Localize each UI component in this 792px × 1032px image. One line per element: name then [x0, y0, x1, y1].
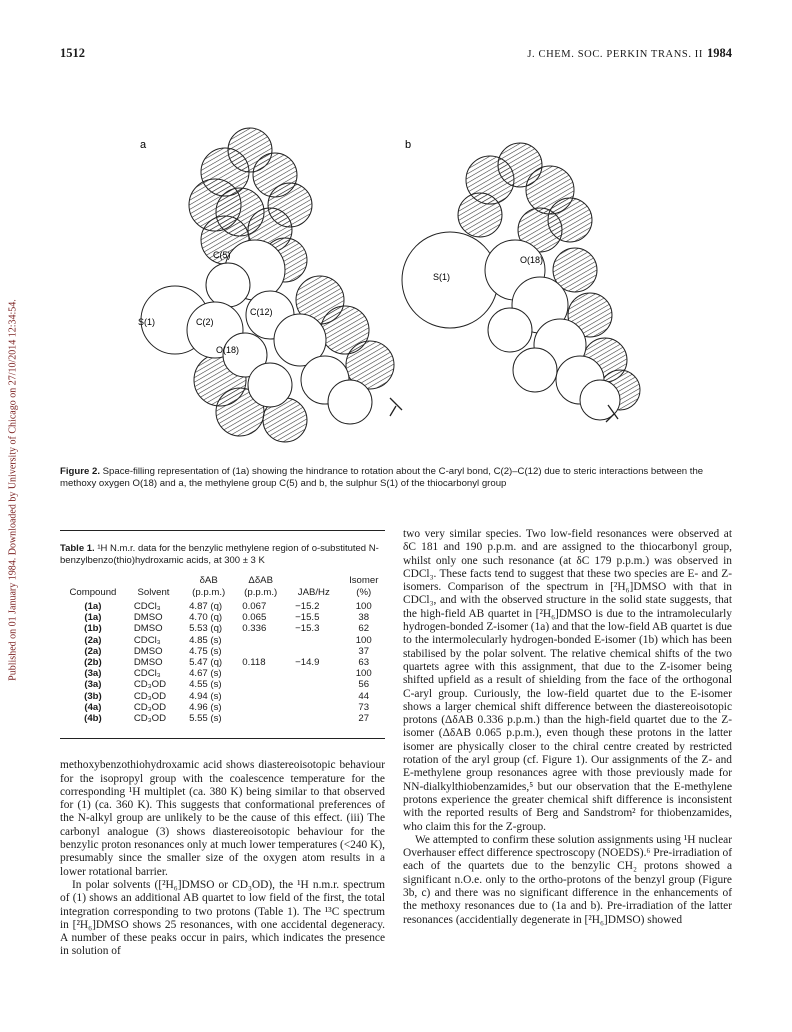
table-row [60, 668, 385, 679]
atom-label-c2-a: C(2) [196, 317, 214, 327]
table-row [60, 713, 385, 724]
table-cell [285, 646, 342, 657]
journal-name: J. CHEM. SOC. PERKIN TRANS. II [527, 49, 703, 60]
table-row [60, 702, 385, 713]
table-header: (p.p.m.) [244, 586, 278, 598]
table-cell [236, 679, 285, 690]
right-paragraph-1: two very similar species. Two low-field resonances were observed at δC 181 and 190 p.p.m. and are assigned to the thiocarbonyl group, whilst only one such resonance (at δC 179 p.p.m.) was observed in CDCl₃. These facts tend to suggest that these two species are E- and Z-isomers. Comparison of the spectrum in [²H₆]DMSO with that in CDCl₃, and with the observed structure in the solid state suggests, that the high-field AB quartet in [²H₆]DMSO is due to the intramolecularly hydrogen-bonded Z-isomer (1a) and that the low-field AB quartet is due to the intermolecularly hydrogen-bonded E-isomer (1b) which has been stabilised by the polar solvent. The relative chemical shifts of the two quartets agree with this assignment, that due to the Z-isomer being shifted upfield as a result of shielding from the face of the orthogonal C-aryl group. Curiously, the low-field quartet due to the E-isomer shows a larger chemical shift difference between the diastereoisotopic protons (ΔδAB 0.336 p.p.m.) than the high-field quartet due to the Z-isomer (ΔδAB 0.065 p.p.m.), even though these protons in the latter isomer are physically closer to the chiral centre created by restricted rotation of the aryl group (cf. Figure 1). Our assignments of the Z- and E-methylene group resonances agree with those previously made for NN-dialkylthiobenzamides,⁵ but our observation that the E-methylene protons experience the greater chemical shift difference is inconsistent with the reported results of Berg and Sandstrom² for thiobenzamides, who claim this for the Z-group. [403, 528, 732, 833]
table-row [60, 679, 385, 690]
table-cell: CD₃OD [133, 679, 166, 691]
table-row [60, 646, 385, 657]
table-cell: −15.3 [295, 623, 320, 635]
table-header: Solvent [137, 586, 170, 598]
table-cell: 4.87 (q) [189, 601, 223, 612]
table-header: Compound [69, 586, 117, 598]
panel-a-label: a [140, 139, 147, 151]
table-row [60, 601, 385, 612]
table-cell: 100 [355, 634, 372, 646]
table-cell: (2b) [84, 657, 102, 669]
table-row [60, 612, 385, 623]
nmr-data-table [60, 575, 385, 724]
table-header: (%) [356, 586, 372, 598]
download-watermark-text: Published on 01 January 1984. Downloaded by University of Chicago on 27/10/2014 12:34:54. [7, 299, 19, 681]
atom-label-c12-a: C(12) [250, 307, 273, 317]
table-cell: DMSO [133, 657, 163, 669]
table-cell: (1a) [84, 612, 102, 624]
table-cell: −14.9 [295, 657, 320, 669]
table-cell: 44 [358, 690, 370, 702]
table-cell: CD₃OD [133, 713, 166, 725]
table-cell: (4a) [84, 701, 102, 713]
right-paragraph-2: We attempted to confirm these solution assignments using ¹H nuclear Overhauser effect difference spectroscopy (NOEDS).⁶ Pre-irradiation of each of the quartets due to the benzylic CH₂ protons showed a significant n.O.e. only to the ortho-protons of the benzyl group (Figure 3b, c) and there was no significant difference in the enhancements of the methoxy resonances due to (1a and b). Pre-irradiation of the latter resonances (accidentially degenerate in [²H₆]DMSO) showed [403, 833, 732, 926]
table-cell: 73 [358, 701, 370, 713]
table-cell: 0.065 [242, 612, 267, 624]
atom-label-o18-a: O(18) [216, 345, 240, 355]
table-cell: 56 [358, 679, 370, 691]
table-header: Isomer [349, 575, 379, 586]
atom-label-c5-a: C(5) [213, 250, 231, 260]
table-cell: 4.55 (s) [189, 679, 222, 691]
atom-label-s1-b: S(1) [433, 272, 451, 282]
table-cell: 0.336 [242, 623, 267, 635]
figure-caption [60, 466, 732, 490]
table-cell [285, 668, 342, 679]
table-cell: DMSO [133, 623, 163, 635]
table-cell [285, 691, 342, 702]
table-cell: (2a) [84, 645, 102, 657]
right-column [403, 528, 732, 927]
molecular-models-svg [120, 120, 720, 460]
table-cell: 5.47 (q) [189, 657, 223, 669]
table-header: ΔδAB [248, 575, 273, 586]
table-cell: (4b) [84, 713, 102, 725]
table-cell: 63 [358, 657, 370, 669]
table-caption [60, 543, 385, 567]
figure-caption-text: Space-filling representation of (1a) showing the hindrance to rotation about the C-aryl bond, C(2)–C(12) due to steric interactions between the methoxy oxygen O(18) and a, the methylene group C(5) and b, the sulphur S(1) of the thiocarbonyl group [60, 466, 704, 489]
table-cell: CD₃OD [133, 701, 166, 713]
table-header: δAB [199, 575, 218, 586]
table-cell: 4.94 (s) [189, 690, 222, 702]
table-header [126, 575, 181, 587]
table-cell: 4.85 (s) [189, 634, 222, 646]
table-body [60, 601, 385, 724]
atom-label-s1-a: S(1) [138, 317, 156, 327]
table-cell: 38 [358, 612, 370, 624]
table-cell [236, 713, 285, 724]
table-cell: (3a) [84, 668, 102, 680]
figure-space-filling-models [120, 120, 720, 460]
table-cell: CDCl₃ [133, 634, 161, 646]
table-label: Table 1. [60, 543, 95, 554]
table-cell: −15.2 [295, 601, 320, 612]
table-cell: (1a) [84, 601, 102, 612]
table-cell: 62 [358, 623, 370, 635]
table-header: (p.p.m.) [192, 586, 226, 598]
table-cell [285, 713, 342, 724]
table-cell: 4.67 (s) [189, 668, 222, 680]
table-cell [285, 635, 342, 646]
table-cell: CDCl₃ [133, 668, 161, 680]
table-row [60, 691, 385, 702]
table-cell [236, 646, 285, 657]
table-cell [236, 691, 285, 702]
table-header-row-top [60, 575, 385, 587]
page-number: 1512 [60, 46, 85, 60]
table-row [60, 657, 385, 668]
table-cell [236, 668, 285, 679]
panel-b-model [402, 139, 640, 422]
table-bottom-rule [60, 738, 385, 739]
table-cell: (3b) [84, 690, 102, 702]
table-cell: (1b) [84, 623, 102, 635]
table-cell: 5.55 (s) [189, 713, 222, 725]
figure-caption-label: Figure 2. [60, 466, 100, 477]
left-column [60, 530, 385, 959]
running-header [527, 46, 732, 61]
table-header [60, 575, 126, 587]
table-cell: −15.5 [295, 612, 320, 624]
table-cell: 37 [358, 645, 370, 657]
table-cell: 4.70 (q) [189, 612, 223, 624]
download-watermark [6, 160, 20, 820]
table-cell: DMSO [133, 645, 163, 657]
table-cell: 100 [355, 668, 372, 680]
table-cell: 27 [358, 713, 370, 725]
table-cell [236, 635, 285, 646]
table-cell: 100 [355, 601, 372, 612]
panel-a-model [138, 128, 402, 442]
atom-label-o18-b: O(18) [520, 255, 544, 265]
journal-year: 1984 [707, 46, 732, 60]
table-top-rule [60, 530, 385, 531]
table-cell: DMSO [133, 612, 163, 624]
table-cell: (2a) [84, 634, 102, 646]
table-row [60, 623, 385, 634]
table-header [285, 575, 342, 587]
table-cell [285, 702, 342, 713]
left-paragraph-2: In polar solvents ([²H₆]DMSO or CD₃OD), the ¹H n.m.r. spectrum of (1) shows an additional AB quartet to low field of the first, the total integration corresponding to two protons (Table 1). The ¹³C spectrum in [²H₆]DMSO shows 25 resonances, with one accidental degeneracy. A number of these peaks occur in pairs, which indicates the presence in solution of [60, 878, 385, 958]
table-header: JAB/Hz [297, 586, 330, 598]
table-caption-text: ¹H N.m.r. data for the benzylic methylene region of o-substituted N-benzylbenzo(thio)hydroxamic acids, at 300 ± 3 K [60, 543, 379, 566]
table-cell [285, 679, 342, 690]
table-cell: 5.53 (q) [189, 623, 223, 635]
table-cell: 0.118 [242, 657, 266, 669]
panel-b-label: b [405, 139, 412, 151]
table-cell [236, 702, 285, 713]
left-paragraph-1: methoxybenzothiohydroxamic acid shows diastereoisotopic behaviour for the isopropyl group with the coalescence temperature for the corresponding ¹H multiplet (ca. 380 K) being similar to that observed for (1) (ca. 360 K). This suggests that conformational preferences of the N-alkyl group are unlikely to be the cause of this effect. (iii) The carbonyl analogue (3) shows diastereoisotopic behaviour for the benzylic proton resonances only at much lower temperatures (<240 K), presumably since the smaller size of the oxygen atom results in a lower rotational barrier. [60, 759, 385, 878]
table-header-row-bottom [60, 587, 385, 602]
table-cell: 4.96 (s) [189, 701, 222, 713]
table-cell: (3a) [84, 679, 102, 691]
table-cell: 4.75 (s) [189, 645, 222, 657]
table-row [60, 635, 385, 646]
table-cell: CD₃OD [133, 690, 166, 702]
table-cell: CDCl₃ [133, 601, 161, 612]
table-cell: 0.067 [242, 601, 267, 612]
